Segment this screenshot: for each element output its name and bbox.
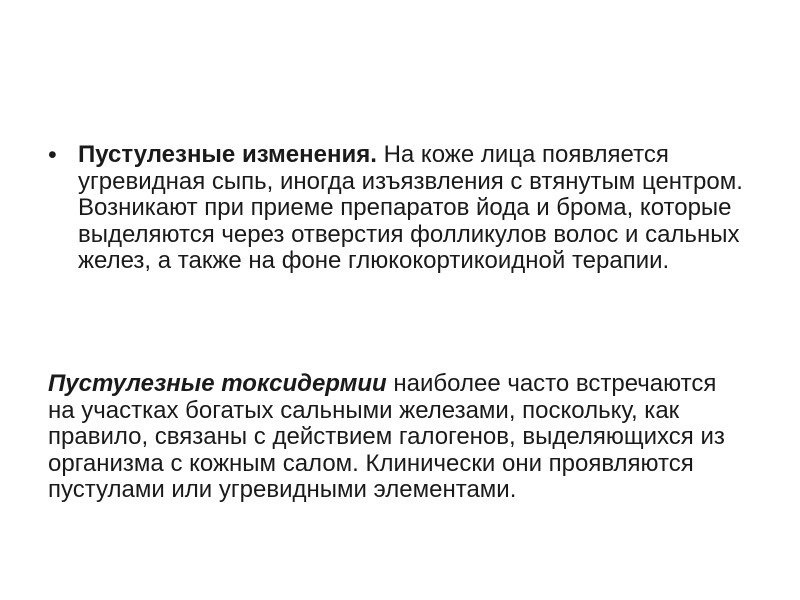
bullet-item bbox=[48, 142, 748, 275]
bullet-marker: • bbox=[48, 141, 57, 169]
bullet-lead-term: Пустулезные изменения. bbox=[78, 141, 377, 168]
paragraph bbox=[48, 371, 748, 504]
bullet-text bbox=[78, 142, 748, 275]
paragraph-lead-term: Пустулезные токсидермии bbox=[48, 370, 387, 397]
bullet-body-text: На коже лица появляется угревидная сыпь, иногда изъязвления с втянутым центром. Возникают при приеме препаратов йода и брома, которые выделяются через отверстия фолликулов волос и сальных желез, а также на фоне глюкокортикоидной терапии. bbox=[78, 141, 743, 274]
paragraph-body-text: наиболее часто встречаются на участках богатых сальными железами, поскольку, как правило, связаны с действием галогенов, выделяющихся из организма с кожным салом. Клинически они проявляются пустулами или угревидными элементами. bbox=[48, 370, 725, 503]
